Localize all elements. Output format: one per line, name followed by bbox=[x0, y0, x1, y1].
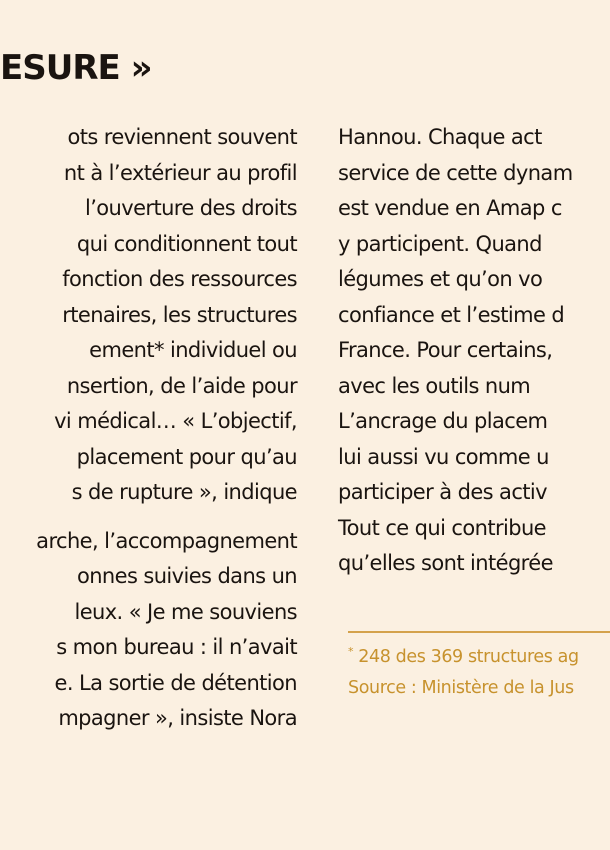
footnote-marker: * bbox=[348, 645, 354, 658]
right-line: France. Pour certains, bbox=[338, 338, 553, 362]
footnote-line-1 bbox=[348, 642, 579, 673]
right-line: avec les outils num bbox=[338, 373, 531, 398]
left-line: ement* individuel ou bbox=[89, 338, 297, 362]
left-line: vi médical… « L’objectif, bbox=[54, 409, 297, 433]
right-line: est vendue en Amap c bbox=[338, 196, 562, 220]
right-column bbox=[338, 120, 610, 582]
footnote-source: Source : Ministère de la Jus bbox=[348, 678, 574, 698]
footnote-text: 248 des 369 structures ag bbox=[353, 647, 579, 667]
left-line: arche, l’accompagnement bbox=[36, 528, 297, 553]
left-line: nt à l’extérieur au profil bbox=[63, 160, 297, 185]
right-line: qu’elles sont intégrée bbox=[338, 551, 553, 575]
left-line: qui conditionnent tout bbox=[76, 231, 297, 256]
left-line: s mon bureau : il n’avait bbox=[56, 635, 297, 659]
right-line: Tout ce qui contribue bbox=[338, 515, 546, 540]
footnote-divider bbox=[348, 631, 610, 633]
left-line: fonction des ressources bbox=[62, 267, 297, 291]
left-line: ots reviennent souvent bbox=[67, 125, 297, 149]
paragraph-gap bbox=[0, 511, 297, 524]
footnote bbox=[348, 642, 579, 704]
right-line: y participent. Quand bbox=[338, 231, 542, 256]
left-line: placement pour qu’au bbox=[76, 444, 297, 469]
right-line: participer à des activ bbox=[338, 480, 547, 504]
left-line: rtenaires, les structures bbox=[62, 302, 297, 327]
left-line: nsertion, de l’aide pour bbox=[66, 373, 297, 398]
left-line: onnes suivies dans un bbox=[76, 564, 297, 588]
right-line: Hannou. Chaque act bbox=[338, 125, 542, 149]
right-line: légumes et qu’on vo bbox=[338, 267, 543, 291]
left-line: leux. « Je me souviens bbox=[74, 599, 297, 624]
left-line: l’ouverture des droits bbox=[85, 196, 297, 220]
left-line: e. La sortie de détention bbox=[54, 670, 297, 695]
right-line: L’ancrage du placem bbox=[338, 409, 548, 433]
right-line: confiance et l’estime d bbox=[338, 302, 565, 327]
section-heading: ESURE » bbox=[0, 48, 152, 88]
left-line: s de rupture », indique bbox=[71, 480, 297, 504]
left-column bbox=[0, 120, 297, 737]
right-line: service de cette dynam bbox=[338, 160, 573, 185]
right-line: lui aussi vu comme u bbox=[338, 444, 549, 469]
left-line: mpagner », insiste Nora bbox=[58, 706, 297, 730]
